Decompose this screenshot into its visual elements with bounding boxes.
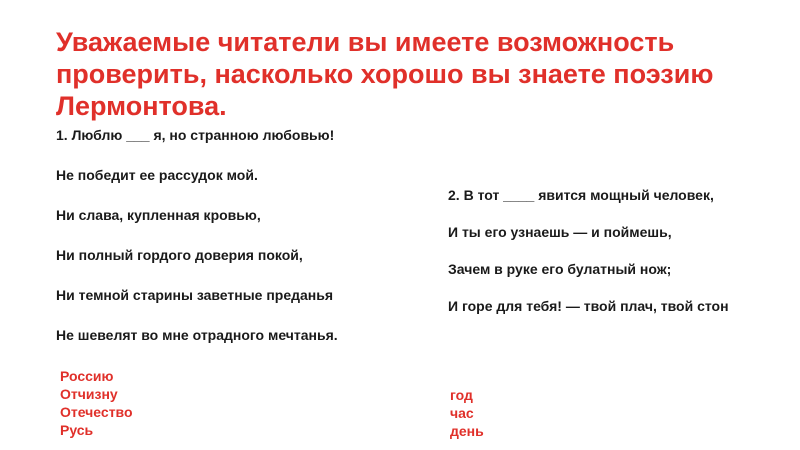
answer-option[interactable]: год (450, 387, 473, 403)
poem-2-options (450, 386, 484, 440)
answer-option[interactable]: день (450, 423, 484, 439)
poem-2-line: 2. В тот ____ явится мощный человек, (448, 187, 714, 203)
poem-1-options (60, 367, 133, 439)
answer-option[interactable]: Россию (60, 368, 114, 384)
poem-1-line: Ни темной старины заветные преданья (56, 287, 334, 303)
poem-2-line: Зачем в руке его булатный нож; (448, 261, 672, 277)
answer-option[interactable]: Отчизну (60, 386, 118, 402)
poem-2-line: И ты его узнаешь — и поймешь, (448, 224, 672, 240)
poem-1-line: Ни полный гордого доверия покой, (56, 247, 303, 263)
answer-option[interactable]: Отечество (60, 404, 133, 420)
slide-title: Уважаемые читатели вы имеете возможность проверить, насколько хорошо вы знаете поэзию Лермонтова. (56, 27, 714, 121)
answer-option[interactable]: час (450, 405, 474, 421)
answer-option[interactable]: Русь (60, 422, 94, 438)
poem-1-line: Ни слава, купленная кровью, (56, 207, 261, 223)
poem-1-line: Не победит ее рассудок мой. (56, 167, 258, 183)
poem-1-line: 1. Люблю ___ я, но странною любовью! (56, 127, 335, 143)
poem-2 (448, 187, 768, 335)
poem-1 (56, 127, 426, 367)
poem-2-line: И горе для тебя! — твой плач, твой стон (448, 298, 729, 314)
poem-1-line: Не шевелят во мне отрадного мечтанья. (56, 327, 338, 343)
